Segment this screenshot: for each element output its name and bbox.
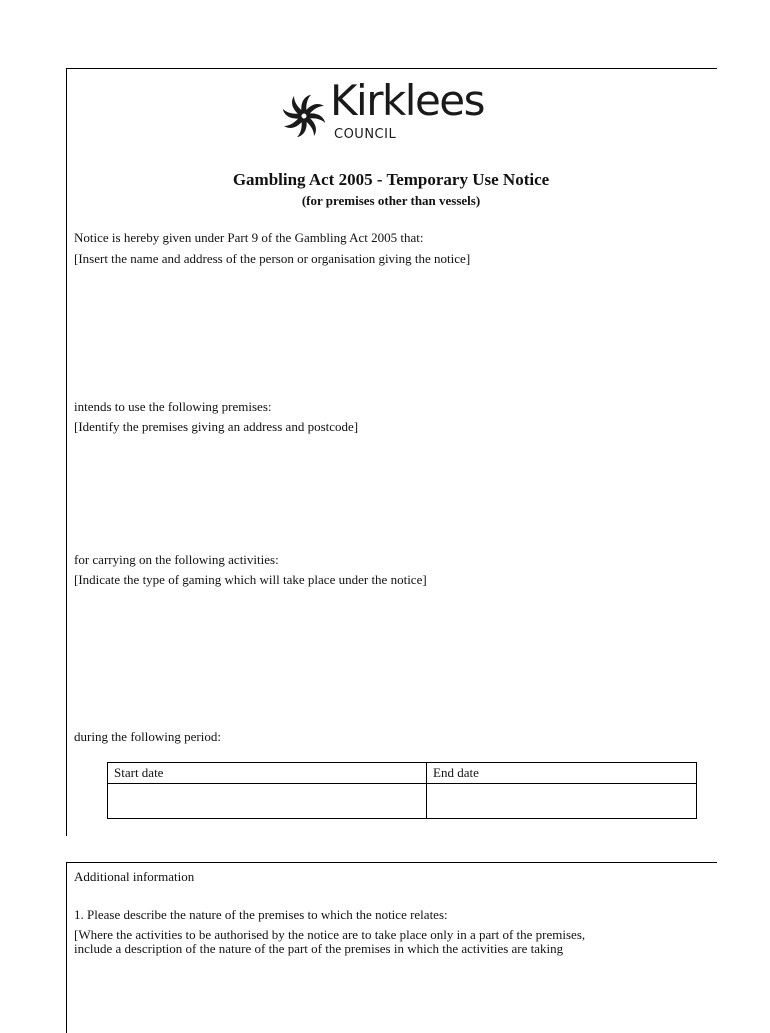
premises-intro: intends to use the following premises: — [74, 399, 272, 414]
start-date-field[interactable] — [108, 784, 427, 819]
question-1-instruction-line-1: [Where the activities to be authorised by the notice are to take place only in a part of the premises, — [74, 927, 586, 942]
activities-instruction: [Indicate the type of gaming which will take place under the notice] — [74, 572, 427, 587]
question-1: 1. Please describe the nature of the premises to which the notice relates: — [74, 907, 448, 922]
kirklees-logo — [278, 76, 488, 146]
page-title: Gambling Act 2005 - Temporary Use Notice — [232, 170, 550, 189]
period-table — [107, 762, 697, 819]
swirl-logo-icon — [278, 90, 330, 142]
notice-intro: Notice is hereby given under Part 9 of the Gambling Act 2005 that: — [74, 230, 424, 245]
end-date-field[interactable] — [427, 784, 697, 819]
end-date-header: End date — [427, 763, 697, 784]
logo-wordmark: Kirklees — [330, 76, 485, 125]
start-date-header: Start date — [108, 763, 427, 784]
page-subtitle: (for premises other than vessels) — [301, 193, 481, 208]
logo-subtext: COUNCIL — [334, 127, 397, 142]
question-1-instruction-line-2: include a description of the nature of the part of the premises in which the activities are taking — [74, 941, 564, 956]
activities-intro: for carrying on the following activities: — [74, 552, 279, 567]
premises-instruction: [Identify the premises giving an address and postcode] — [74, 419, 359, 434]
period-intro: during the following period: — [74, 729, 221, 744]
additional-info-heading: Additional information — [74, 869, 195, 884]
notice-giver-instruction: [Insert the name and address of the person or organisation giving the notice] — [74, 251, 471, 266]
